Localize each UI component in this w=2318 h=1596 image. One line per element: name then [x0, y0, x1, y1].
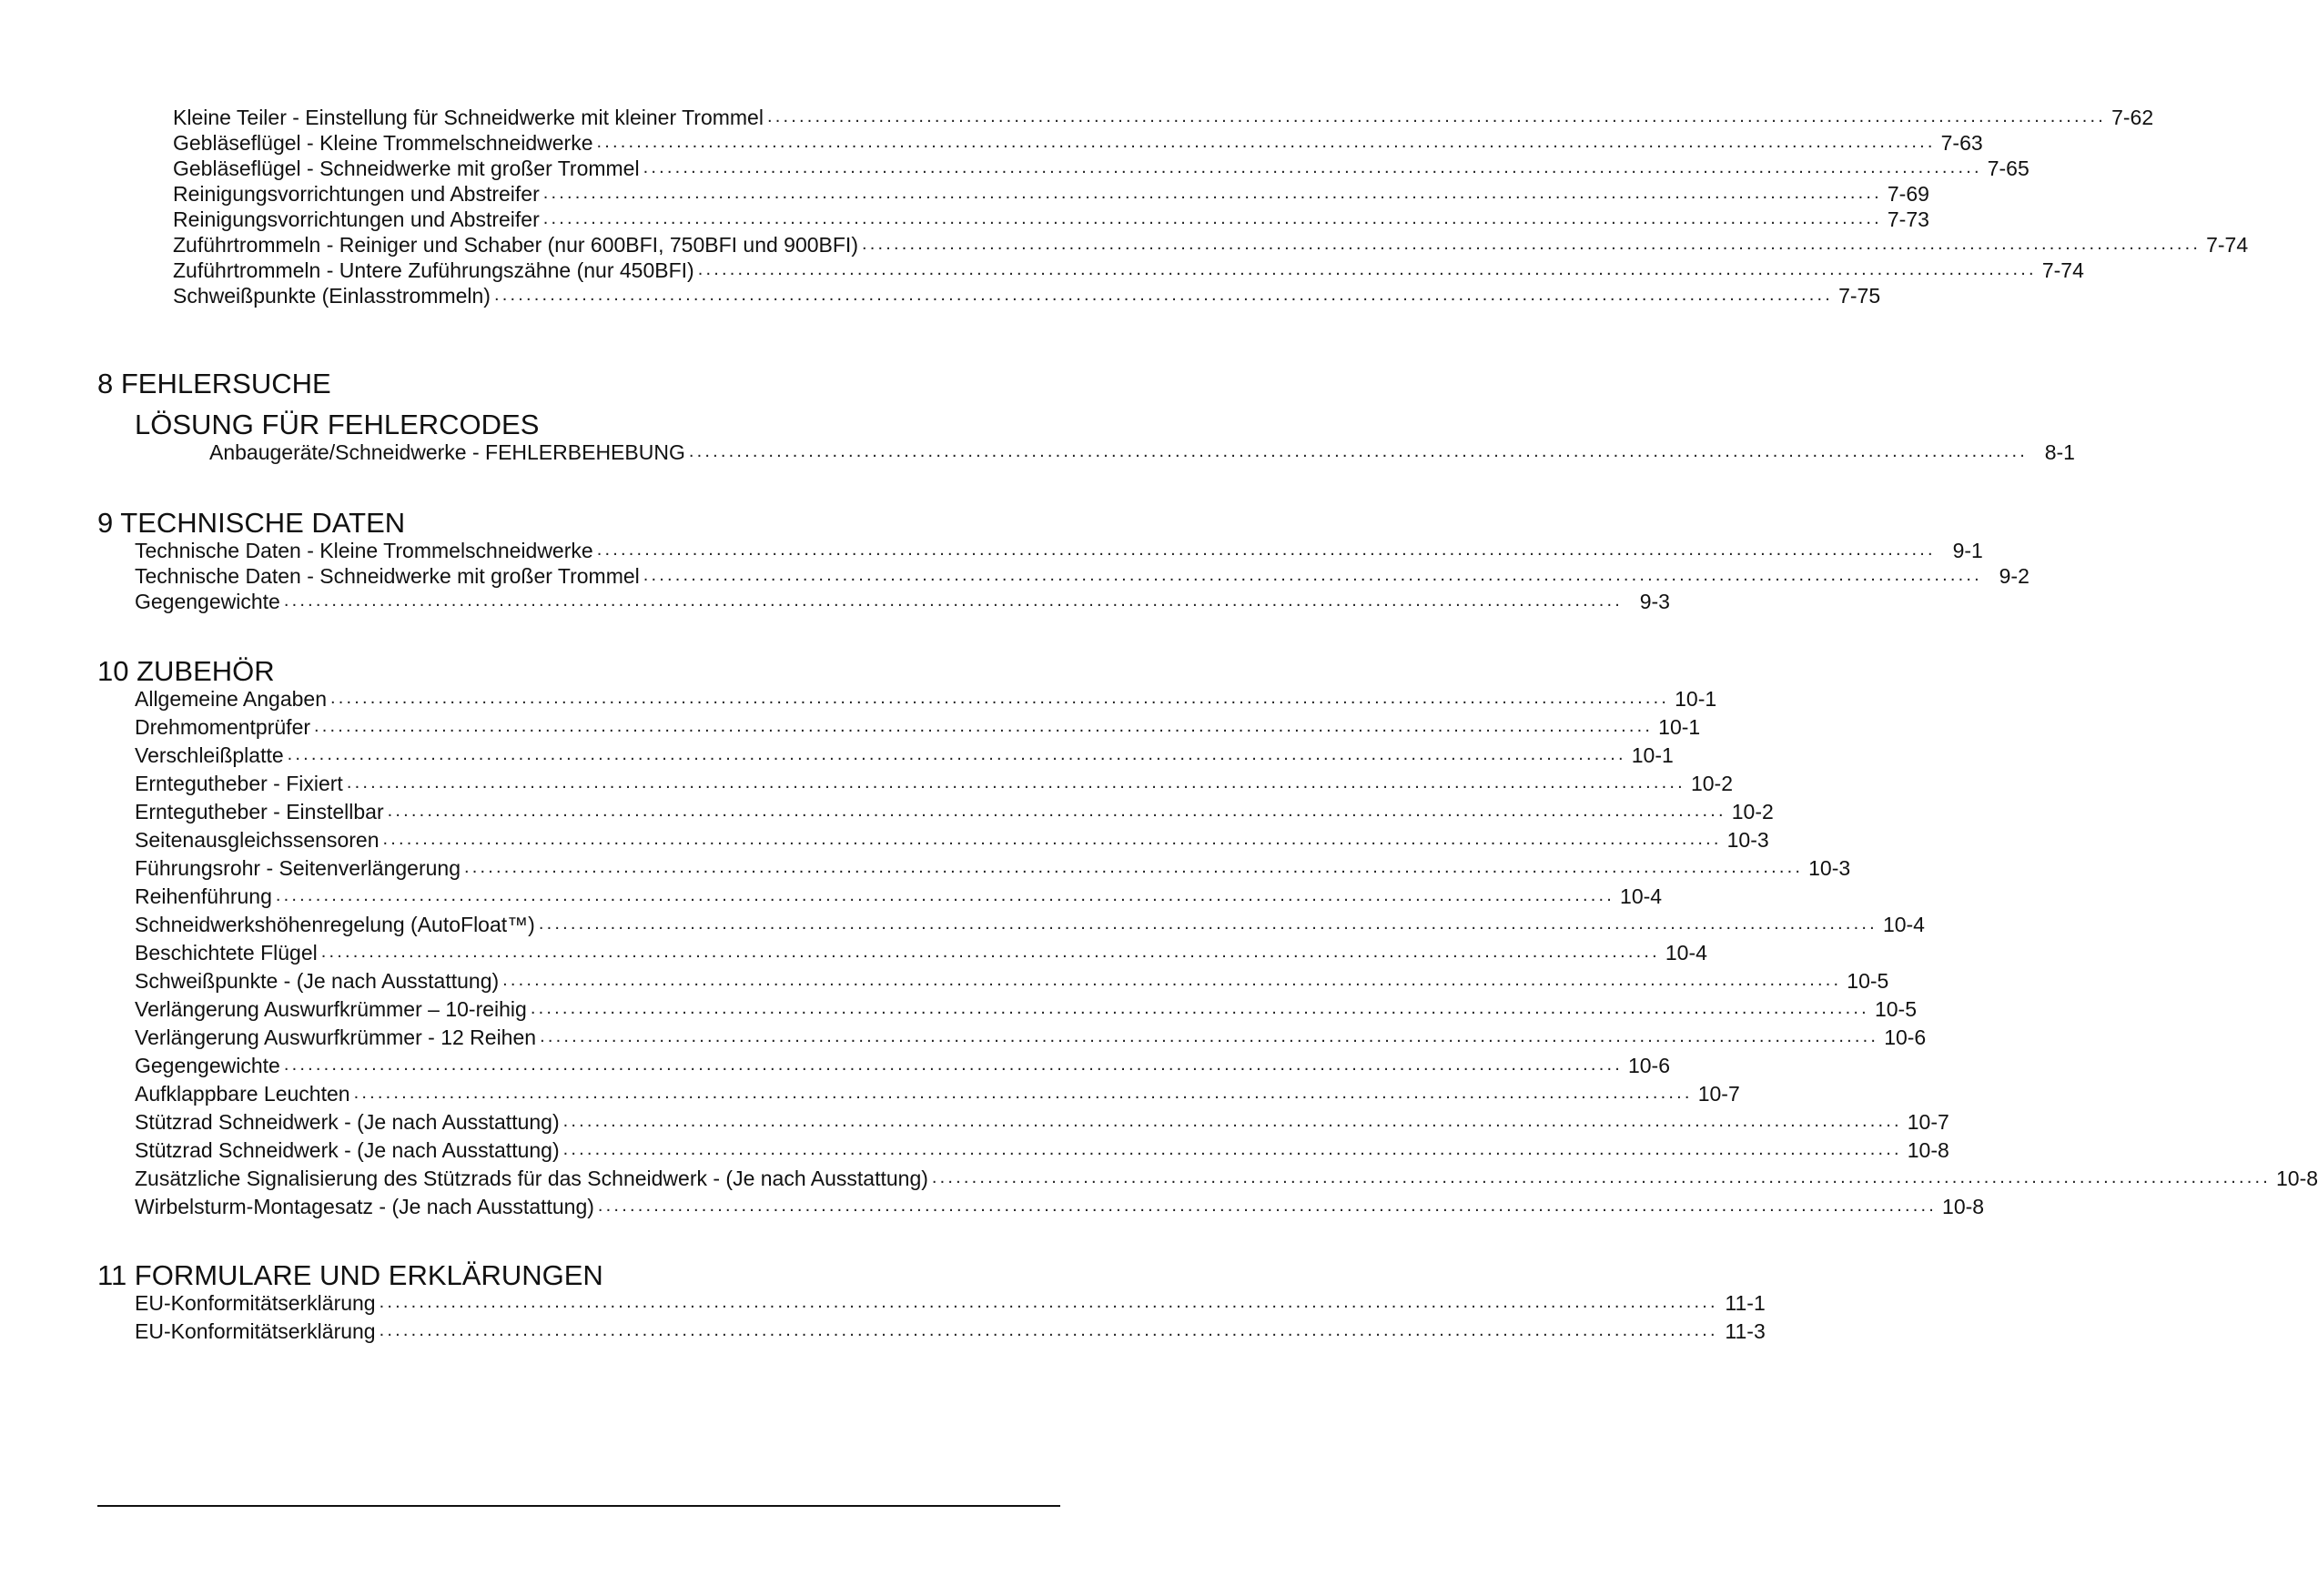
toc-entry-title: Wirbelsturm-Montagesatz - (Je nach Ausstattung) [135, 1195, 594, 1218]
toc-entry-title: Beschichtete Flügel [135, 941, 318, 965]
toc-entry[interactable] [135, 968, 1889, 994]
dot-leader: ........................................................................................................................................................................ [596, 540, 1936, 560]
toc-entry-title: Zuführtrommeln - Reiniger und Schaber (nur 600BFI, 750BFI und 900BFI) [173, 233, 858, 257]
dot-leader: ........................................................................................................................................................................ [562, 1111, 1902, 1131]
toc-entry-page: 10-1 [1675, 687, 1717, 711]
toc-entry-title: Erntegutheber - Einstellbar [135, 800, 384, 823]
dot-leader: ........................................................................................................................................................................ [330, 688, 1670, 708]
toc-entry-title: Verlängerung Auswurfkrümmer – 10-reihig [135, 997, 527, 1021]
toc-entry[interactable] [135, 1081, 1740, 1106]
toc-entry[interactable] [135, 996, 1917, 1022]
toc-entry-title: Technische Daten - Kleine Trommelschneidwerke [135, 539, 593, 562]
toc-entry-title: EU-Konformitätserklärung [135, 1319, 376, 1343]
toc-entry-page: 7-69 [1887, 182, 1929, 206]
toc-entry-title: Stützrad Schneidwerk - (Je nach Ausstattung) [135, 1138, 560, 1162]
toc-entry-page: 10-8 [1907, 1138, 1949, 1162]
section-subheading[interactable]: LÖSUNG FÜR FEHLERCODES [135, 409, 540, 440]
toc-entry-title: Gegengewichte [135, 590, 280, 613]
toc-entry-page: 10-5 [1874, 997, 1917, 1021]
toc-entry[interactable] [135, 742, 1674, 768]
dot-leader: ........................................................................................................................................................................ [596, 132, 1936, 152]
toc-entry[interactable] [135, 799, 1774, 824]
toc-entry-title: Technische Daten - Schneidwerke mit großer Trommel [135, 564, 640, 588]
chapter-heading[interactable]: 11 FORMULARE UND ERKLÄRUNGEN [97, 1259, 603, 1291]
toc-entry-page: 9-3 [1639, 590, 1670, 613]
chapter-heading[interactable]: 9 TECHNISCHE DATEN [97, 507, 406, 539]
toc-entry[interactable] [135, 1137, 1949, 1163]
toc-entry[interactable] [135, 563, 2030, 589]
dot-leader: ........................................................................................................................................................................ [643, 157, 1982, 177]
toc-entry[interactable] [135, 686, 1717, 712]
toc-entry-page: 10-4 [1665, 941, 1707, 965]
toc-entry[interactable] [135, 1194, 1985, 1219]
toc-entry[interactable] [173, 232, 2249, 258]
dot-leader: ........................................................................................................................................................................ [861, 234, 2202, 254]
toc-entry[interactable] [135, 1025, 1927, 1050]
toc-entry-page: 7-63 [1940, 131, 1983, 155]
toc-entry[interactable] [209, 439, 2075, 465]
toc-entry-page: 10-3 [1808, 856, 1851, 880]
dot-leader: ........................................................................................................................................................................ [562, 1139, 1902, 1159]
dot-leader: ........................................................................................................................................................................ [275, 885, 1615, 905]
toc-entry[interactable] [135, 714, 1701, 740]
toc-entry-title: Schneidwerkshöhenregelung (AutoFloat™) [135, 913, 535, 936]
toc-entry[interactable] [135, 538, 1983, 563]
toc-entry[interactable] [135, 912, 1925, 937]
toc-entry-title: Reihenführung [135, 884, 272, 908]
toc-entry[interactable] [135, 1109, 1949, 1135]
toc-entry[interactable] [135, 1166, 2318, 1191]
toc-entry[interactable] [173, 156, 2030, 181]
toc-entry-page: 9-2 [1999, 564, 2030, 588]
toc-entry-page: 7-65 [1987, 157, 2030, 180]
toc-entry[interactable] [173, 105, 2154, 130]
toc-entry-page: 10-1 [1631, 743, 1674, 767]
toc-entry[interactable] [135, 1053, 1671, 1078]
toc-entry-title: Gebläseflügel - Schneidwerke mit großer Trommel [173, 157, 640, 180]
dot-leader: ........................................................................................................................................................................ [688, 441, 2028, 461]
dot-leader: ........................................................................................................................................................................ [463, 857, 1804, 877]
dot-leader: ........................................................................................................................................................................ [379, 1320, 1718, 1340]
toc-entry[interactable] [173, 258, 2084, 283]
dot-leader: ........................................................................................................................................................................ [353, 1083, 1693, 1103]
dot-leader: ........................................................................................................................................................................ [379, 1292, 1718, 1312]
dot-leader: ........................................................................................................................................................................ [320, 942, 1660, 962]
dot-leader: ........................................................................................................................................................................ [538, 914, 1878, 934]
toc-entry-page: 8-1 [2044, 440, 2075, 464]
dot-leader: ........................................................................................................................................................................ [540, 1026, 1879, 1046]
chapter-heading[interactable]: 10 ZUBEHÖR [97, 655, 275, 687]
toc-entry-title: Aufklappbare Leuchten [135, 1082, 350, 1106]
toc-entry[interactable] [135, 940, 1707, 965]
toc-entry[interactable] [135, 1318, 1766, 1344]
toc-entry-page: 10-5 [1847, 969, 1889, 993]
toc-entry-title: Verlängerung Auswurfkrümmer - 12 Reihen [135, 1025, 537, 1049]
toc-entry-page: 7-74 [2041, 258, 2084, 282]
dot-leader: ........................................................................................................................................................................ [597, 1196, 1938, 1216]
toc-entry-page: 10-6 [1884, 1025, 1927, 1049]
dot-leader: ........................................................................................................................................................................ [283, 591, 1623, 611]
toc-entry-page: 10-2 [1731, 800, 1774, 823]
toc-entry-title: Schweißpunkte - (Je nach Ausstattung) [135, 969, 500, 993]
toc-entry-page: 10-4 [1620, 884, 1663, 908]
toc-entry-title: EU-Konformitätserklärung [135, 1291, 376, 1315]
footer-rule [97, 1505, 1060, 1507]
toc-entry-page: 7-73 [1887, 207, 1929, 231]
toc-entry-page: 7-75 [1838, 284, 1881, 308]
dot-leader: ........................................................................................................................................................................ [931, 1167, 2272, 1187]
toc-entry-page: 10-7 [1907, 1110, 1949, 1134]
toc-entry-title: Allgemeine Angaben [135, 687, 327, 711]
toc-entry-page: 10-7 [1697, 1082, 1740, 1106]
chapter-heading[interactable]: 8 FEHLERSUCHE [97, 368, 331, 399]
toc-entry[interactable] [173, 181, 1929, 207]
toc-entry-title: Reinigungsvorrichtungen und Abstreifer [173, 207, 540, 231]
toc-entry-title: Drehmomentprüfer [135, 715, 311, 739]
dot-leader: ........................................................................................................................................................................ [283, 1055, 1623, 1075]
toc-entry[interactable] [173, 207, 1929, 232]
toc-entry-title: Zusätzliche Signalisierung des Stützrads für das Schneidwerk - (Je nach Ausstattung) [135, 1167, 928, 1190]
toc-entry-page: 10-6 [1627, 1054, 1671, 1077]
toc-entry-page: 11-1 [1725, 1291, 1766, 1315]
toc-entry-title: Führungsrohr - Seitenverlängerung [135, 856, 461, 880]
toc-entry-title: Erntegutheber - Fixiert [135, 772, 343, 795]
dot-leader: ........................................................................................................................................................................ [287, 744, 1626, 764]
toc-entry[interactable] [173, 283, 1881, 308]
toc-entry-page: 7-62 [2111, 106, 2154, 129]
toc-entry-title: Reinigungsvorrichtungen und Abstreifer [173, 182, 540, 206]
dot-leader: ........................................................................................................................................................................ [502, 970, 1842, 990]
toc-entry[interactable] [173, 130, 1983, 156]
toc-entry-title: Stützrad Schneidwerk - (Je nach Ausstattung) [135, 1110, 560, 1134]
toc-entry-page: 11-3 [1725, 1319, 1766, 1343]
dot-leader: ........................................................................................................................................................................ [387, 801, 1726, 821]
toc-entry-page: 10-3 [1726, 828, 1769, 852]
dot-leader: ........................................................................................................................................................................ [542, 183, 1882, 203]
toc-entry-page: 9-1 [1952, 539, 1983, 562]
toc-entry[interactable] [135, 827, 1769, 853]
toc-entry-title: Verschleißplatte [135, 743, 284, 767]
dot-leader: ........................................................................................................................................................................ [542, 208, 1882, 228]
toc-entry[interactable] [135, 589, 1670, 614]
toc-entry-page: 10-8 [2276, 1167, 2318, 1190]
toc-entry-title: Gebläseflügel - Kleine Trommelschneidwerke [173, 131, 593, 155]
toc-entry-page: 7-74 [2206, 233, 2249, 257]
toc-entry-title: Schweißpunkte (Einlasstrommeln) [173, 284, 491, 308]
toc-entry[interactable] [135, 771, 1733, 796]
toc-entry-title: Seitenausgleichssensoren [135, 828, 380, 852]
toc-entry-title: Gegengewichte [135, 1054, 280, 1077]
dot-leader: ........................................................................................................................................................................ [346, 773, 1685, 793]
toc-entry-page: 10-2 [1690, 772, 1733, 795]
dot-leader: ........................................................................................................................................................................ [530, 998, 1869, 1018]
toc-entry-title: Anbaugeräte/Schneidwerke - FEHLERBEHEBUNG [209, 440, 685, 464]
dot-leader: ........................................................................................................................................................................ [382, 829, 1722, 849]
dot-leader: ........................................................................................................................................................................ [766, 106, 2107, 126]
dot-leader: ........................................................................................................................................................................ [493, 285, 1834, 305]
toc-entry-title: Zuführtrommeln - Untere Zuführungszähne (nur 450BFI) [173, 258, 694, 282]
dot-leader: ........................................................................................................................................................................ [643, 565, 1982, 585]
toc-entry-page: 10-4 [1882, 913, 1925, 936]
toc-entry-title: Kleine Teiler - Einstellung für Schneidwerke mit kleiner Trommel [173, 106, 764, 129]
dot-leader: ........................................................................................................................................................................ [697, 259, 2037, 279]
toc-entry[interactable] [135, 855, 1851, 881]
toc-entry[interactable] [135, 884, 1663, 909]
toc-entry-page: 10-1 [1658, 715, 1701, 739]
toc-entry-page: 10-8 [1942, 1195, 1985, 1218]
dot-leader: ........................................................................................................................................................................ [314, 716, 1654, 736]
toc-entry[interactable] [135, 1290, 1766, 1316]
